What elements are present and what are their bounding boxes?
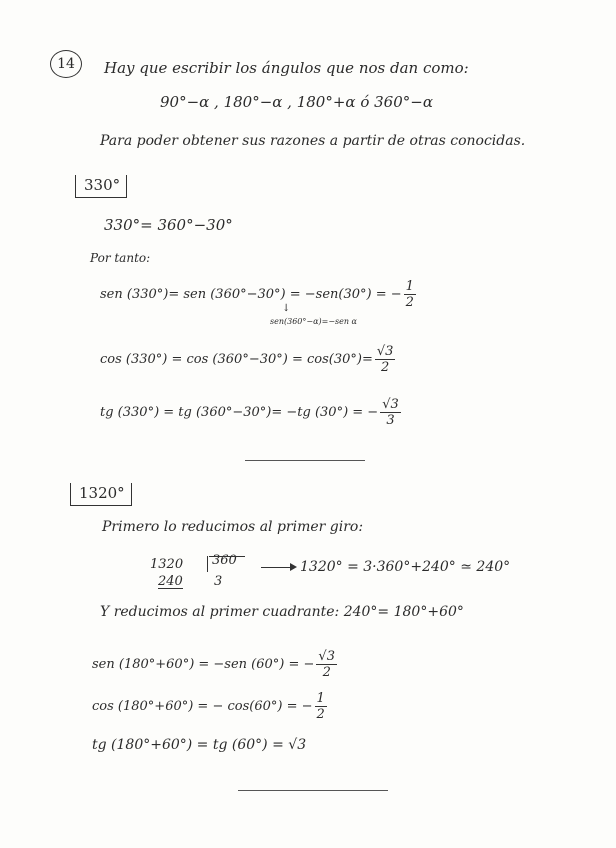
tg-330-fraction — [380, 398, 401, 427]
division-bracket-top — [209, 556, 245, 557]
sen-1320-equation: sen (180°+60°) = −sen (60°) = − — [92, 657, 315, 672]
tg-330-row — [100, 398, 401, 427]
sen-330-equation: sen (330°)= sen (360°−30°) = −sen(30°) = − — [100, 287, 402, 302]
cos-1320-row — [92, 692, 327, 721]
cos-1320-numerator: 1 — [316, 691, 325, 706]
division-remainder: 240 — [158, 574, 183, 589]
cos-1320-fraction — [315, 692, 327, 721]
sen-1320-denominator: 2 — [322, 665, 331, 680]
division-divisor: 360 — [212, 553, 237, 568]
division-quotient: 3 — [214, 574, 223, 589]
angle-box-330: 330° — [75, 175, 127, 198]
quadrant-reduction: Y reducimos al primer cuadrante: 240°= 180°+60° — [100, 604, 464, 620]
cos-330-numerator: √3 — [376, 344, 394, 359]
sen-identity-note: sen(360°−α)=−sen α — [270, 317, 357, 326]
cos-330-row — [100, 345, 395, 374]
tg-330-numerator: √3 — [382, 397, 399, 412]
decomposition-330: 330°= 360°−30° — [104, 216, 233, 234]
sen-330-numerator: 1 — [405, 279, 414, 294]
sen-330-denominator: 2 — [405, 295, 414, 310]
sen-1320-fraction — [316, 650, 337, 679]
tg-330-denominator: 3 — [386, 413, 395, 428]
problem-number: 14 — [50, 50, 82, 78]
first-turn-text: Primero lo reducimos al primer giro: — [102, 519, 364, 535]
intro-line-2: Para poder obtener sus razones a partir de otras conocidas. — [100, 133, 526, 149]
sen-1320-numerator: √3 — [318, 649, 335, 664]
cos-1320-equation: cos (180°+60°) = − cos(60°) = − — [92, 699, 313, 714]
division-dividend: 1320 — [150, 557, 184, 572]
sen-330-fraction — [404, 280, 416, 309]
intro-line-1: Hay que escribir los ángulos que nos dan como: — [104, 59, 469, 77]
sen-330-row — [100, 280, 416, 309]
section-divider-1 — [245, 460, 365, 461]
sen-1320-row — [92, 650, 337, 679]
tg-1320-row: tg (180°+60°) = tg (60°) = √3 — [92, 737, 307, 753]
section-divider-2 — [238, 790, 388, 791]
por-tanto-label: Por tanto: — [90, 251, 151, 265]
cos-1320-denominator: 2 — [316, 707, 325, 722]
turn-result: 1320° = 3·360°+240° ≃ 240° — [300, 559, 511, 575]
cos-330-equation: cos (330°) = cos (360°−30°) = cos(30°)= — [100, 352, 373, 367]
division-bracket-left — [207, 556, 208, 572]
down-arrow-icon: ↓ — [282, 303, 291, 314]
angle-box-1320: 1320° — [70, 483, 132, 506]
cos-330-denominator: 2 — [380, 360, 390, 375]
angle-forms: 90°−α , 180°−α , 180°+α ó 360°−α — [160, 93, 433, 111]
cos-330-fraction — [375, 345, 396, 374]
tg-330-equation: tg (330°) = tg (360°−30°)= −tg (30°) = − — [100, 405, 379, 420]
right-arrow-icon — [261, 567, 295, 568]
